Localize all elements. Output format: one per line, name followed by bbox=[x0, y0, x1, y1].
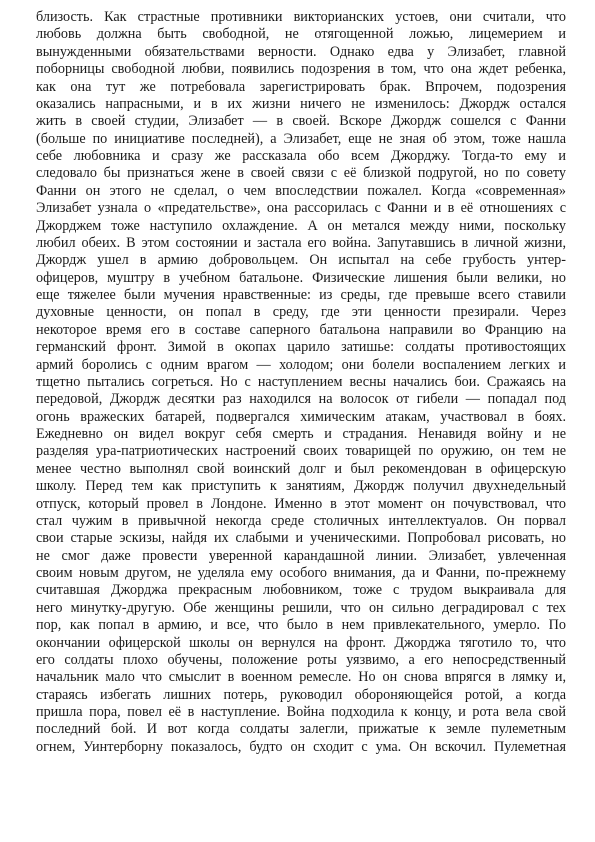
text-line: не смог даже провести уверенной карандашной линии. Элизабет, увлеченная bbox=[36, 547, 566, 564]
text-line: оказались напрасными, и в их жизни ничего не изменилось: Джордж остался bbox=[36, 95, 566, 112]
text-line: его солдаты плохо обучены, положение роты уязвимо, а его непосредственный bbox=[36, 651, 566, 668]
text-line: себе любовника и сразу же рассказала обо всем Джорджу. Тогда-то ему и bbox=[36, 148, 566, 164]
text-line: пришла пора, повел её в наступление. Война подходила к концу, и рота вела свой bbox=[36, 704, 566, 720]
text-line: духовные ценности, он попал в среду, где эти ценности презирали. Через bbox=[36, 304, 566, 321]
text-line: разделяя ура-патриотических настроений своих товарищей по оружию, он тем не bbox=[36, 443, 566, 460]
text-line: начальник мало что смыслит в военном ремесле. Но он снова впрягся в лямку и, bbox=[36, 669, 566, 686]
text-line: школу. Перед тем как приступить к занятиям, Джордж получил двухнедельный bbox=[36, 478, 566, 495]
text-line: передовой, Джордж десятки раз находился на волосок от гибели — попадал под bbox=[36, 391, 566, 408]
text-line: армий боролись с одним врагом — холодом; они болели воспалением легких и bbox=[36, 356, 566, 373]
text-line: близость. Как страстные противники викторианских устоев, они считали, что bbox=[36, 9, 566, 25]
text-line: окончании офицерской школы он вернулся на фронт. Джорджа тяготило то, что bbox=[36, 634, 566, 651]
text-line: Ежедневно он видел вокруг себя смерть и страдания. Ненавидя войну и не bbox=[36, 426, 566, 442]
text-line: любовь должна быть свободной, не отягощенной ложью, лицемерием и bbox=[36, 26, 566, 43]
text-line: (больше по инициативе последней), а Элизабет, еще не зная об этом, тоже нашла bbox=[36, 130, 566, 147]
text-line: вынужденными обязательствами верности. Однако едва у Элизабет, главной bbox=[36, 43, 566, 60]
text-line: еще тяжелее были мучения нравственные: из среды, где превыше всего ставили bbox=[36, 287, 566, 303]
text-line: последний бой. И вот когда солдаты залегли, прижатые к земле пулеметным bbox=[36, 721, 566, 738]
text-line: огнем, Уинтерборну показалось, будто он сходит с ума. Он вскочил. Пулеметная bbox=[36, 738, 566, 755]
text-line: своим новым другом, не уделяла ему особого внимания, да и Фанни, по-прежнему bbox=[36, 565, 566, 581]
text-line: стал чужим в привычной некогда среде столичных интеллектуалов. Он порвал bbox=[36, 512, 566, 529]
text-line: поборницы свободной любви, появились подозрения в том, что она ждет ребенка, bbox=[36, 61, 566, 78]
text-line: тщетно пытались согреться. Но с наступлением весны начались бои. Сражаясь на bbox=[36, 373, 566, 390]
text-line: германский фронт. Зимой в окопах царило затишье: солдаты противостоящих bbox=[36, 339, 566, 356]
text-line: любил обеих. В этом состоянии и застала его война. Запутавшись в личной жизни, bbox=[36, 234, 566, 251]
text-line: Фанни он этого не сделал, о чем впоследствии пожалел. Когда «современная» bbox=[36, 182, 566, 199]
text-line: Джорджем тоже наступило охлаждение. А он метался между ними, поскольку bbox=[36, 217, 566, 234]
body-text bbox=[36, 9, 566, 756]
text-line: Элизабет узнала о «предательстве», она рассорилась с Фанни и в её отношениях с bbox=[36, 200, 566, 217]
text-line: считавшая Джорджа прекрасным любовником, тоже с трудом выкраивала для bbox=[36, 582, 566, 599]
text-line: свои старые эскизы, найдя их слабыми и ученическими. Попробовал рисовать, но bbox=[36, 530, 566, 547]
text-line: отпуск, который провел в Лондоне. Именно в этот момент он почувствовал, что bbox=[36, 495, 566, 512]
text-line: следовало бы признаться жене в своей связи с её близкой подругой, но по совету bbox=[36, 165, 566, 182]
text-line: офицеров, муштру в учебном батальоне. Физические лишения были велики, но bbox=[36, 269, 566, 286]
text-line: как она тут же потребовала зарегистрировать брак. Впрочем, подозрения bbox=[36, 78, 566, 95]
text-line: менее честно выполнял свой воинский долг и был рекомендован в офицерскую bbox=[36, 460, 566, 477]
text-line: огонь вражеских батарей, подвергался химическим атакам, участвовал в боях. bbox=[36, 408, 566, 425]
text-line: пор, как попал в армию, и все, что было в нем привлекательного, умерло. По bbox=[36, 617, 566, 634]
text-line: него минутку-другую. Обе женщины решили, что он сильно деградировал с тех bbox=[36, 599, 566, 616]
text-line: некоторое время его в составе саперного батальона направили во Францию на bbox=[36, 321, 566, 338]
text-line: жить в своей студии, Элизабет — в своей. Вскоре Джордж сошелся с Фанни bbox=[36, 113, 566, 130]
text-line: стараясь избегать лишних потерь, руководил обороняющейся ротой, а когда bbox=[36, 686, 566, 703]
text-line: Джордж ушел в армию добровольцем. Он испытал на себе грубость унтер- bbox=[36, 252, 566, 269]
